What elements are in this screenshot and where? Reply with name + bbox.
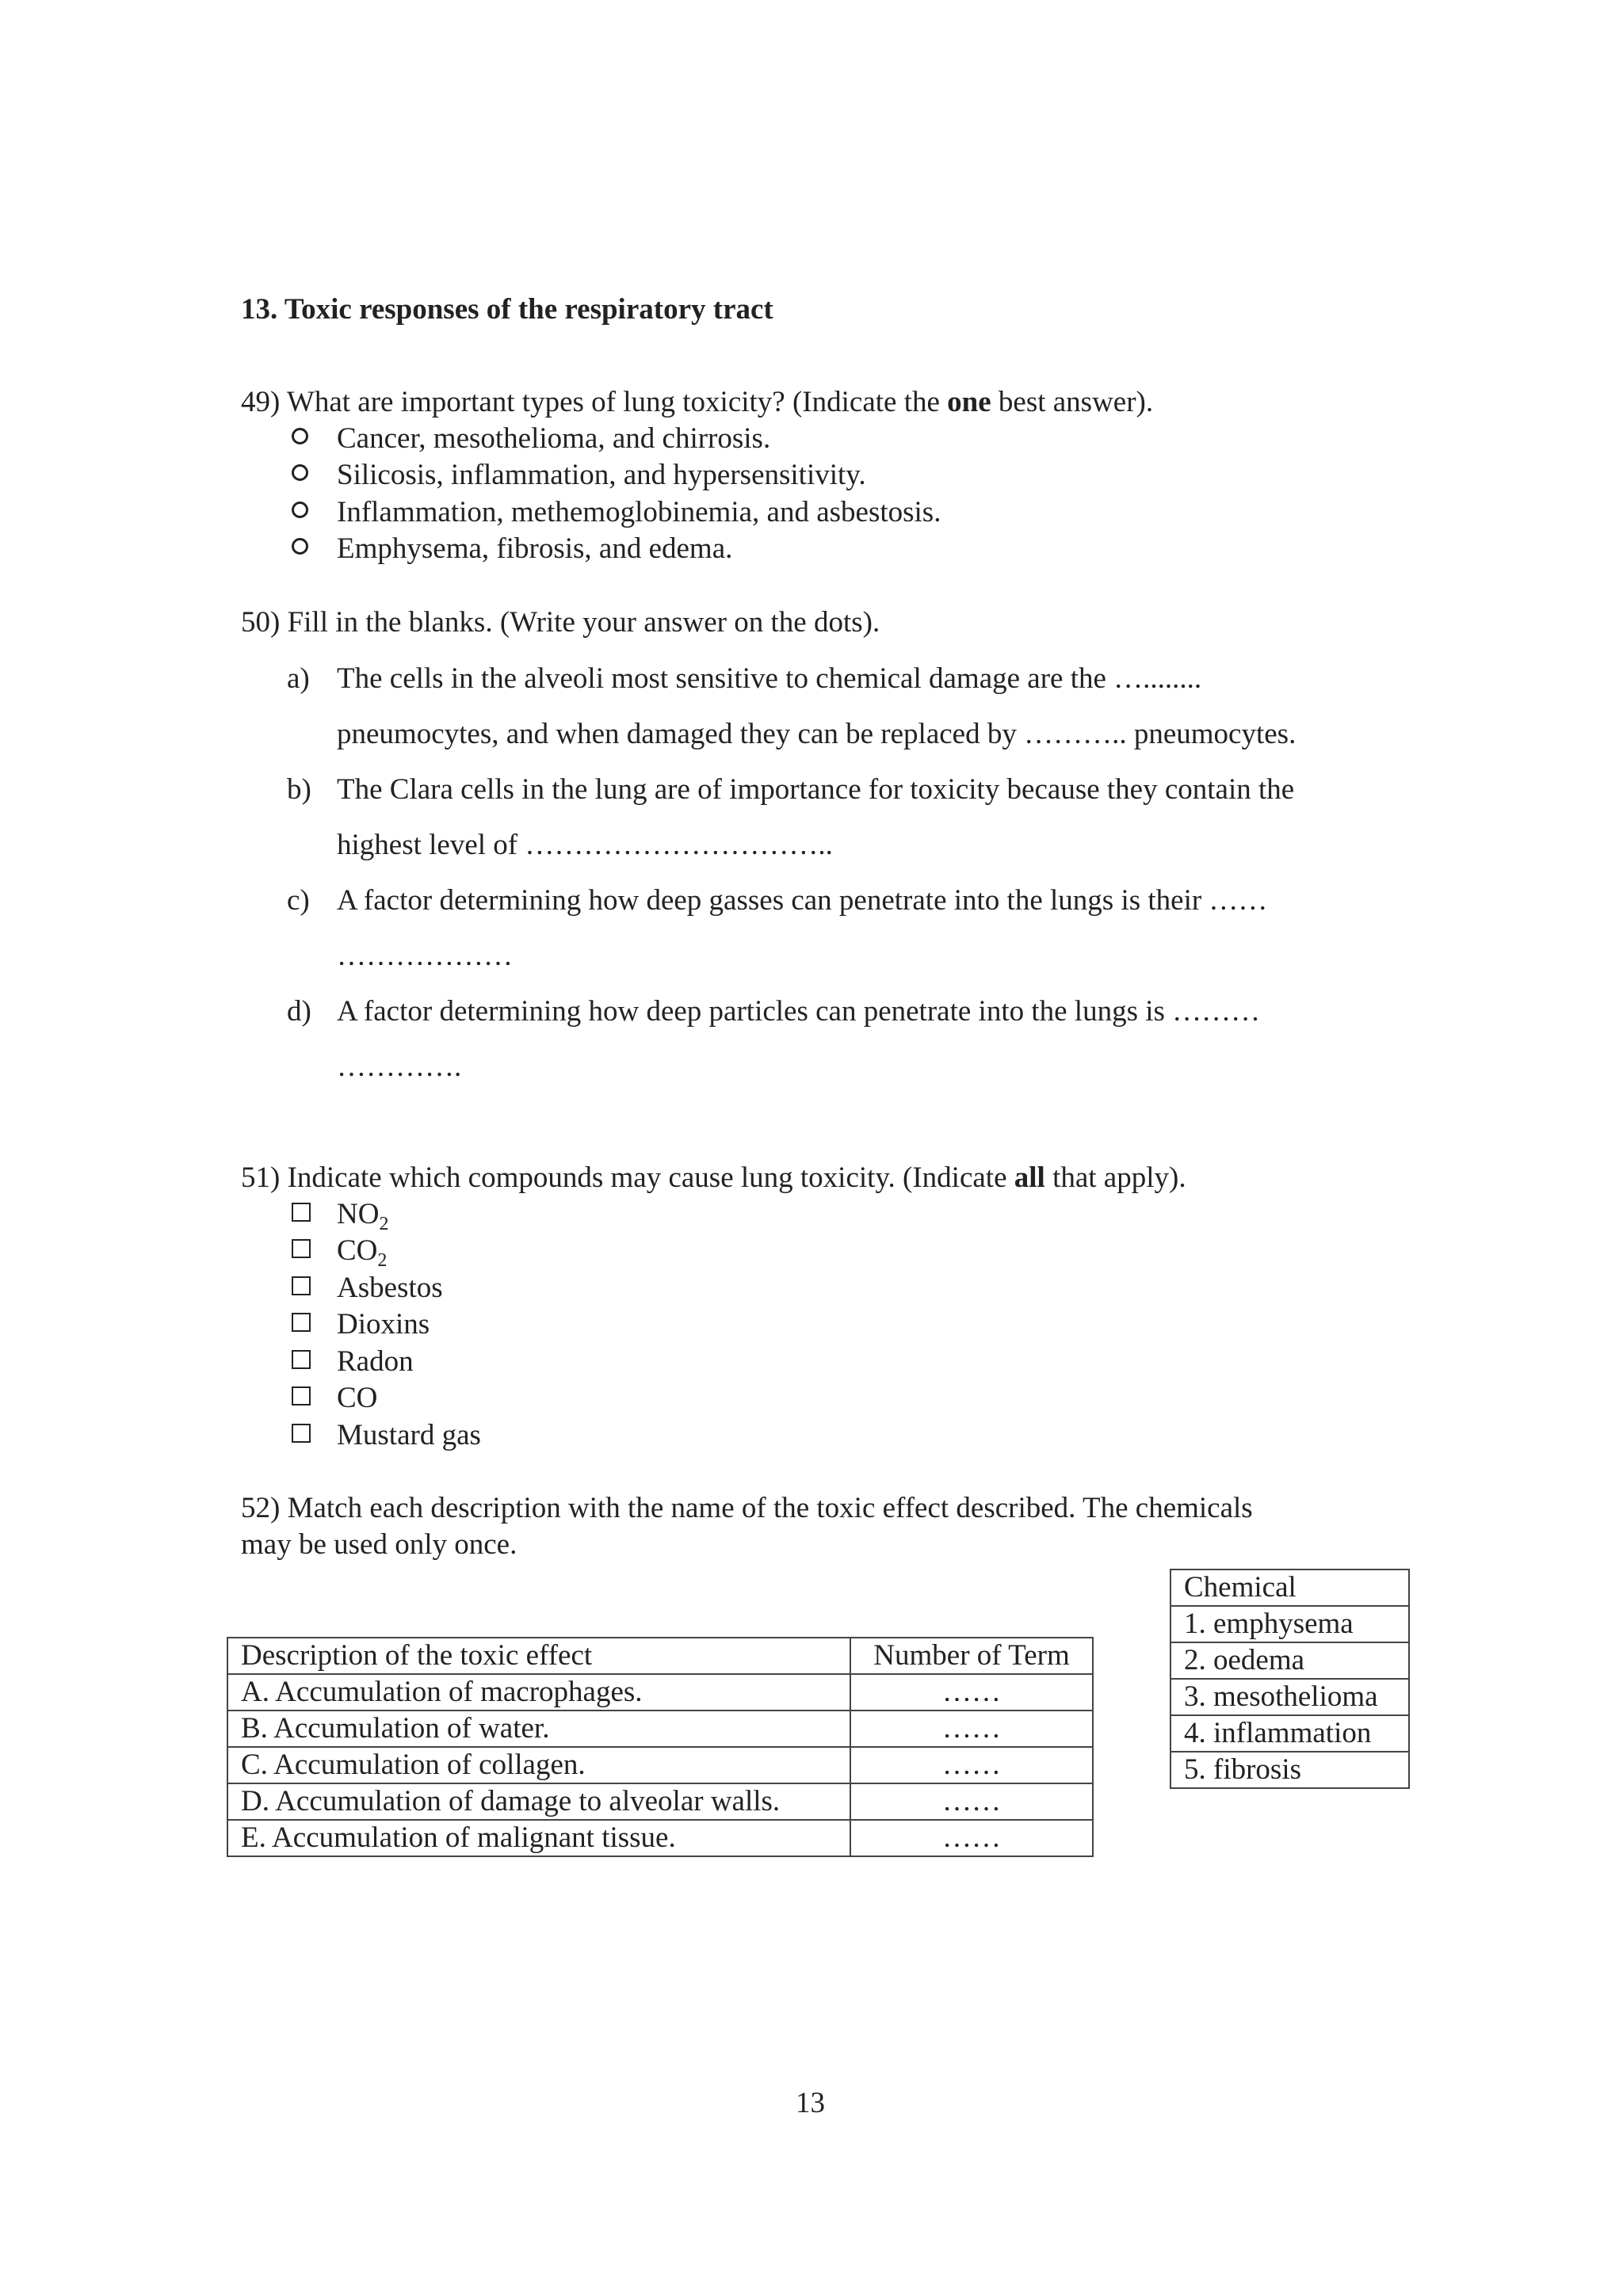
q50-d-line1: A factor determining how deep particles can penetrate into the lungs is ……… [337,995,1261,1028]
q50-a-line2: pneumocytes, and when damaged they can be replaced by ……….. pneumocytes. [337,718,1296,750]
chemical-item: 4. inflammation [1170,1715,1409,1752]
page-number: 13 [796,2087,825,2119]
q50-prompt: 50) Fill in the blanks. (Write your answer on the dots). [241,606,880,639]
table-row [227,1783,1093,1820]
q49-prompt: 49) What are important types of lung toxicity? (Indicate the one best answer). [241,386,1154,418]
q52-prompt-line2: may be used only once. [241,1528,517,1561]
chemical-list-table [1170,1569,1410,1789]
chemical-item: 5. fibrosis [1170,1752,1409,1788]
q50-a-letter: a) [287,662,310,695]
q51-option-co2-label: $CO_2$ [337,1234,388,1271]
match-table [227,1637,1094,1857]
q50-d-line2: …………. [337,1051,462,1083]
q52-prompt-line1: 52) Match each description with the name of the toxic effect described. The chemicals [241,1492,1253,1524]
table-header-row [227,1638,1093,1674]
q49-option-a-label: Cancer, mesothelioma, and chirrosis. [337,422,771,455]
q51-option-radon-label: Radon [337,1345,414,1378]
q51-option-co-checkbox[interactable] [292,1386,311,1405]
q51-option-no2-checkbox[interactable] [292,1203,311,1222]
section-title: 13. Toxic responses of the respiratory tract [241,293,773,326]
answer-blank[interactable]: …… [850,1783,1093,1820]
description-cell: D. Accumulation of damage to alveolar walls. [227,1783,850,1820]
q49-option-b-radio[interactable] [292,464,308,481]
answer-blank[interactable]: …… [850,1820,1093,1856]
number-column-header: Number of Term [850,1638,1093,1674]
chemical-item: 3. mesothelioma [1170,1679,1409,1715]
q49-option-a-radio[interactable] [292,428,308,444]
chemical-header: Chemical [1170,1569,1409,1606]
q49-option-c-label: Inflammation, methemoglobinemia, and asbestosis. [337,496,941,528]
q49-option-d-radio[interactable] [292,538,308,555]
q51-option-mustard-gas-label: Mustard gas [337,1419,481,1451]
description-cell: C. Accumulation of collagen. [227,1747,850,1783]
q51-option-asbestos-checkbox[interactable] [292,1276,311,1295]
q51-prompt: 51) Indicate which compounds may cause lung toxicity. (Indicate all that apply). [241,1161,1186,1194]
q51-option-mustard-gas-checkbox[interactable] [292,1424,311,1443]
description-cell: E. Accumulation of malignant tissue. [227,1820,850,1856]
q49-option-b-label: Silicosis, inflammation, and hypersensitivity. [337,459,866,491]
answer-blank[interactable]: …… [850,1747,1093,1783]
q50-b-letter: b) [287,773,311,806]
table-row [227,1674,1093,1711]
q50-d-letter: d) [287,995,311,1028]
q50-c-line2: ……………… [337,940,513,972]
table-row [227,1820,1093,1856]
answer-blank[interactable]: …… [850,1711,1093,1747]
chemical-item: 2. oedema [1170,1642,1409,1679]
table-row [227,1711,1093,1747]
q51-option-co-label: CO [337,1382,378,1414]
answer-blank[interactable]: …… [850,1674,1093,1711]
q51-option-co2-checkbox[interactable] [292,1239,311,1258]
description-cell: B. Accumulation of water. [227,1711,850,1747]
description-column-header: Description of the toxic effect [227,1638,850,1674]
q51-option-dioxins-checkbox[interactable] [292,1313,311,1332]
q51-option-asbestos-label: Asbestos [337,1272,443,1304]
q50-c-letter: c) [287,884,310,917]
q51-option-radon-checkbox[interactable] [292,1350,311,1369]
q50-b-line1: The Clara cells in the lung are of importance for toxicity because they contain the [337,773,1295,806]
q51-option-dioxins-label: Dioxins [337,1308,430,1341]
q49-option-d-label: Emphysema, fibrosis, and edema. [337,532,733,565]
q49-option-c-radio[interactable] [292,502,308,518]
table-row [227,1747,1093,1783]
description-cell: A. Accumulation of macrophages. [227,1674,850,1711]
chemical-item: 1. emphysema [1170,1606,1409,1642]
q50-b-line2: highest level of ………………………….. [337,829,833,861]
q51-option-no2-label: $NO_2$ [337,1198,389,1234]
q50-c-line1: A factor determining how deep gasses can penetrate into the lungs is their …… [337,884,1268,917]
q50-a-line1: The cells in the alveoli most sensitive to chemical damage are the …........ [337,662,1202,695]
